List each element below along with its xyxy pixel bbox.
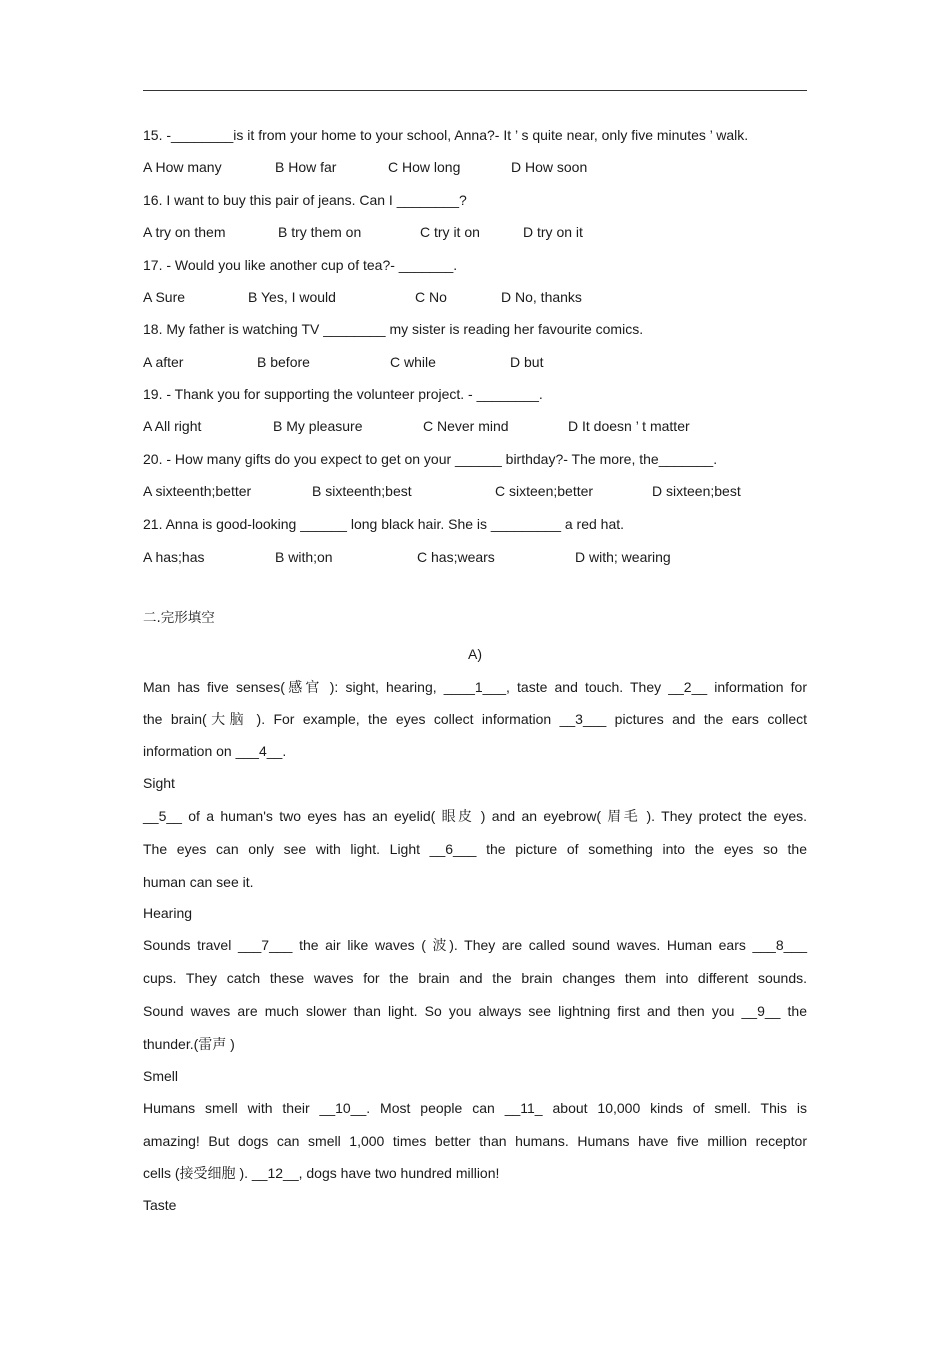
question-21-stem: 21. Anna is good-looking ______ long black hair. She is _________ a red hat.: [143, 516, 625, 532]
question-19-stem: 19. - Thank you for supporting the volunteer project. - ________.: [143, 386, 543, 402]
q19-option-c: C Never mind: [423, 418, 509, 434]
passage-line: Humans smell with their __10__. Most people can __11_ about 10,000 kinds of smell. This is: [143, 1100, 807, 1116]
question-20-stem: 20. - How many gifts do you expect to get on your ______ birthday?- The more, the_______.: [143, 451, 718, 467]
passage-line: __5__ of a human's two eyes has an eyelid( 眼皮 ) and an eyebrow( 眉毛 ). They protect the eyes.: [143, 808, 807, 824]
passage-label: A): [468, 646, 482, 662]
q18-option-c: C while: [390, 354, 436, 370]
q17-option-c: C No: [415, 289, 447, 305]
question-16-stem: 16. I want to buy this pair of jeans. Can I ________?: [143, 192, 467, 208]
q20-option-a: A sixteenth;better: [143, 483, 252, 499]
passage-line: Sound waves are much slower than light. So you always see lightning first and then you __9__ the: [143, 1003, 807, 1019]
passage-line: cells (接受细胞 ). __12__, dogs have two hundred million!: [143, 1165, 500, 1181]
question-15-stem: 15. -________is it from your home to your school, Anna?- It ’ s quite near, only five minutes ’ walk.: [143, 127, 749, 143]
question-17-stem: 17. - Would you like another cup of tea?- _______.: [143, 257, 458, 273]
q18-option-d: D but: [510, 354, 544, 370]
q16-option-a: A try on them: [143, 224, 226, 240]
q18-option-b: B before: [257, 354, 310, 370]
question-18-stem: 18. My father is watching TV ________ my sister is reading her favourite comics.: [143, 321, 644, 337]
subheading-taste: Taste: [143, 1197, 177, 1213]
q16-option-d: D try on it: [523, 224, 583, 240]
passage-line: Sounds travel ___7___ the air like waves ( 波). They are called sound waves. Human ears ___8___: [143, 937, 807, 953]
q15-option-c: C How long: [388, 159, 461, 175]
q20-option-d: D sixteen;best: [652, 483, 741, 499]
passage-line: amazing! But dogs can smell 1,000 times better than humans. Humans have five million receptor: [143, 1133, 807, 1149]
passage-line: cups. They catch these waves for the brain and the brain changes them into different sounds.: [143, 970, 807, 986]
subheading-sight: Sight: [143, 775, 175, 791]
passage-line: thunder.(雷声 ): [143, 1036, 235, 1052]
q18-option-a: A after: [143, 354, 184, 370]
passage-line: human can see it.: [143, 874, 254, 890]
q17-option-d: D No, thanks: [501, 289, 582, 305]
q21-option-b: B with;on: [275, 549, 333, 565]
q19-option-b: B My pleasure: [273, 418, 363, 434]
q15-option-a: A How many: [143, 159, 222, 175]
passage-line: the brain(大脑 ). For example, the eyes collect information __3___ pictures and the ears collect: [143, 711, 807, 727]
q16-option-c: C try it on: [420, 224, 480, 240]
q20-option-b: B sixteenth;best: [312, 483, 412, 499]
q16-option-b: B try them on: [278, 224, 362, 240]
subheading-hearing: Hearing: [143, 905, 193, 921]
q15-option-b: B How far: [275, 159, 337, 175]
q21-option-a: A has;has: [143, 549, 205, 565]
q17-option-b: B Yes, I would: [248, 289, 336, 305]
passage-line: Man has five senses(感官 ): sight, hearing, ____1___, taste and touch. They __2__ information for: [143, 679, 807, 695]
header-rule: [143, 90, 807, 91]
q21-option-d: D with; wearing: [575, 549, 671, 565]
q21-option-c: C has;wears: [417, 549, 495, 565]
subheading-smell: Smell: [143, 1068, 179, 1084]
q19-option-d: D It doesn ’ t matter: [568, 418, 690, 434]
q15-option-d: D How soon: [511, 159, 588, 175]
passage-line: information on ___4__.: [143, 743, 287, 759]
section-heading: 二.完形填空: [143, 610, 215, 626]
q19-option-a: A All right: [143, 418, 202, 434]
q20-option-c: C sixteen;better: [495, 483, 594, 499]
q17-option-a: A Sure: [143, 289, 186, 305]
passage-line: The eyes can only see with light. Light __6___ the picture of something into the eyes so the: [143, 841, 807, 857]
